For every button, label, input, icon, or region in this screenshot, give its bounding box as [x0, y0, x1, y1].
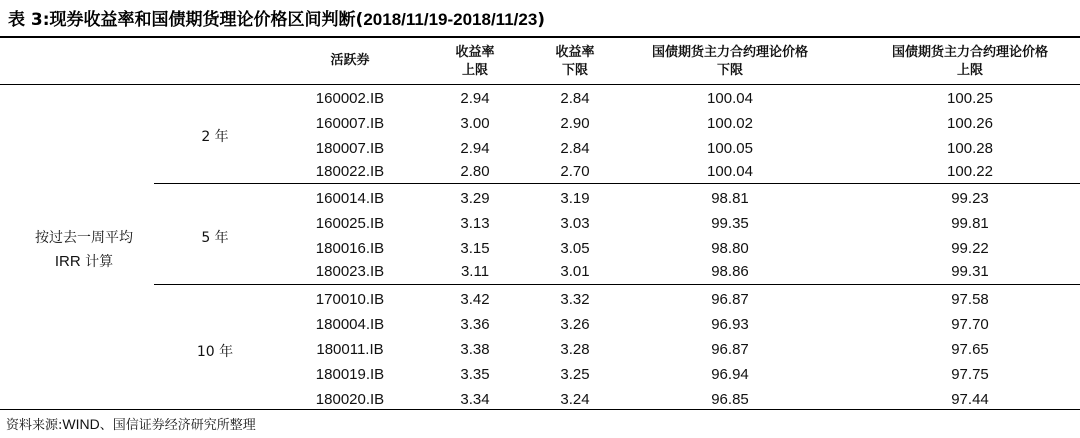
cell-price-upper: 97.75 [951, 366, 989, 383]
cell-yield-upper: 3.13 [460, 215, 490, 232]
cell-price-upper: 99.23 [951, 190, 989, 207]
group-label: 5 年 [201, 230, 229, 246]
cell-yield-lower: 2.84 [560, 140, 590, 157]
group-label: 2 年 [201, 129, 229, 145]
header-price-lower [600, 44, 860, 80]
cell-yield-lower: 2.84 [560, 90, 590, 107]
table-title [8, 8, 545, 32]
header-yield-upper-line1: 收益率 [455, 45, 495, 60]
cell-yield-lower: 3.24 [560, 391, 590, 408]
cell-yield-upper: 3.29 [460, 190, 490, 207]
cell-price-upper: 100.28 [947, 140, 993, 157]
cell-price-upper: 100.22 [947, 163, 993, 180]
cell-bond: 180020.IB [315, 391, 385, 408]
cell-yield-upper: 3.38 [460, 341, 490, 358]
cell-yield-lower: 3.01 [560, 263, 590, 280]
source-wind: WIND [62, 416, 100, 432]
cell-yield-upper: 3.00 [460, 115, 490, 132]
cell-price-upper: 100.26 [947, 115, 993, 132]
cell-price-upper: 99.81 [951, 215, 989, 232]
header-yield-lower-line2: 下限 [561, 63, 588, 78]
cell-yield-upper: 3.11 [460, 263, 490, 280]
cell-price-lower: 96.85 [711, 391, 749, 408]
cell-bond: 180022.IB [315, 163, 385, 180]
bottom-rule [0, 409, 1080, 410]
method-label-calc: 计算 [80, 254, 114, 270]
cell-bond: 170010.IB [315, 291, 385, 308]
method-label-line1: 按过去一周平均 [35, 230, 133, 246]
cell-price-upper: 100.25 [947, 90, 993, 107]
top-rule [0, 36, 1080, 38]
cell-yield-lower: 3.32 [560, 291, 590, 308]
source-note [6, 414, 256, 436]
cell-price-lower: 98.86 [711, 263, 749, 280]
cell-yield-upper: 3.35 [460, 366, 490, 383]
source-prefix: 资料来源: [6, 418, 63, 433]
method-label-line2 [14, 250, 154, 274]
title-prefix: 表 3:现券收益率和国债期货理论价格区间判断( [8, 10, 364, 30]
cell-bond: 160014.IB [315, 190, 385, 207]
cell-yield-lower: 3.05 [560, 240, 590, 257]
cell-price-lower: 99.35 [711, 215, 749, 232]
title-date-range: 2018/11/19-2018/11/23 [363, 10, 538, 29]
cell-yield-lower: 3.03 [560, 215, 590, 232]
cell-yield-upper: 3.42 [460, 291, 490, 308]
method-label-irr: IRR [54, 253, 81, 270]
cell-yield-upper: 2.80 [460, 163, 490, 180]
cell-price-upper: 97.44 [951, 391, 989, 408]
method-label [14, 226, 154, 274]
cell-bond: 180011.IB [316, 341, 384, 358]
cell-yield-lower: 3.19 [560, 190, 590, 207]
cell-yield-lower: 2.70 [560, 163, 590, 180]
cell-yield-lower: 3.25 [560, 366, 590, 383]
cell-bond: 180016.IB [315, 240, 385, 257]
cell-yield-upper: 2.94 [460, 90, 490, 107]
header-price-lower-line1: 国债期货主力合约理论价格 [651, 45, 808, 60]
cell-price-lower: 96.87 [711, 291, 749, 308]
cell-price-lower: 100.04 [707, 163, 753, 180]
cell-bond: 180004.IB [315, 316, 385, 333]
cell-bond: 180007.IB [315, 140, 385, 157]
cell-price-upper: 97.65 [951, 341, 989, 358]
cell-bond: 160025.IB [315, 215, 385, 232]
cell-price-lower: 100.05 [707, 140, 753, 157]
header-yield-lower-line1: 收益率 [555, 45, 595, 60]
header-rule [0, 84, 1080, 85]
cell-price-lower: 100.02 [707, 115, 753, 132]
header-yield-upper [420, 44, 530, 80]
header-price-lower-line2: 下限 [716, 63, 743, 78]
header-yield-upper-line2: 上限 [461, 63, 488, 78]
cell-yield-upper: 2.94 [460, 140, 490, 157]
cell-price-upper: 99.31 [951, 263, 989, 280]
cell-bond: 160002.IB [315, 90, 385, 107]
cell-bond: 180019.IB [315, 366, 385, 383]
header-bond: 活跃券 [330, 53, 370, 68]
group-divider [154, 284, 1080, 285]
cell-yield-lower: 2.90 [560, 115, 590, 132]
group-label: 10 年 [196, 344, 234, 360]
cell-yield-lower: 3.26 [560, 316, 590, 333]
cell-price-lower: 98.80 [711, 240, 749, 257]
cell-price-lower: 96.93 [711, 316, 749, 333]
cell-bond: 180023.IB [315, 263, 385, 280]
source-suffix: 、国信证券经济研究所整理 [99, 418, 256, 433]
cell-bond: 160007.IB [315, 115, 385, 132]
cell-price-upper: 99.22 [951, 240, 989, 257]
cell-yield-upper: 3.15 [460, 240, 490, 257]
cell-yield-lower: 3.28 [560, 341, 590, 358]
cell-price-upper: 97.70 [951, 316, 989, 333]
title-suffix: ) [537, 10, 546, 30]
cell-price-lower: 98.81 [711, 190, 749, 207]
cell-price-lower: 96.87 [711, 341, 749, 358]
header-price-upper [840, 44, 1080, 80]
cell-price-lower: 96.94 [711, 366, 749, 383]
cell-yield-upper: 3.34 [460, 391, 490, 408]
cell-price-upper: 97.58 [951, 291, 989, 308]
header-price-upper-line1: 国债期货主力合约理论价格 [891, 45, 1048, 60]
header-price-upper-line2: 上限 [956, 63, 983, 78]
cell-price-lower: 100.04 [707, 90, 753, 107]
cell-yield-upper: 3.36 [460, 316, 490, 333]
